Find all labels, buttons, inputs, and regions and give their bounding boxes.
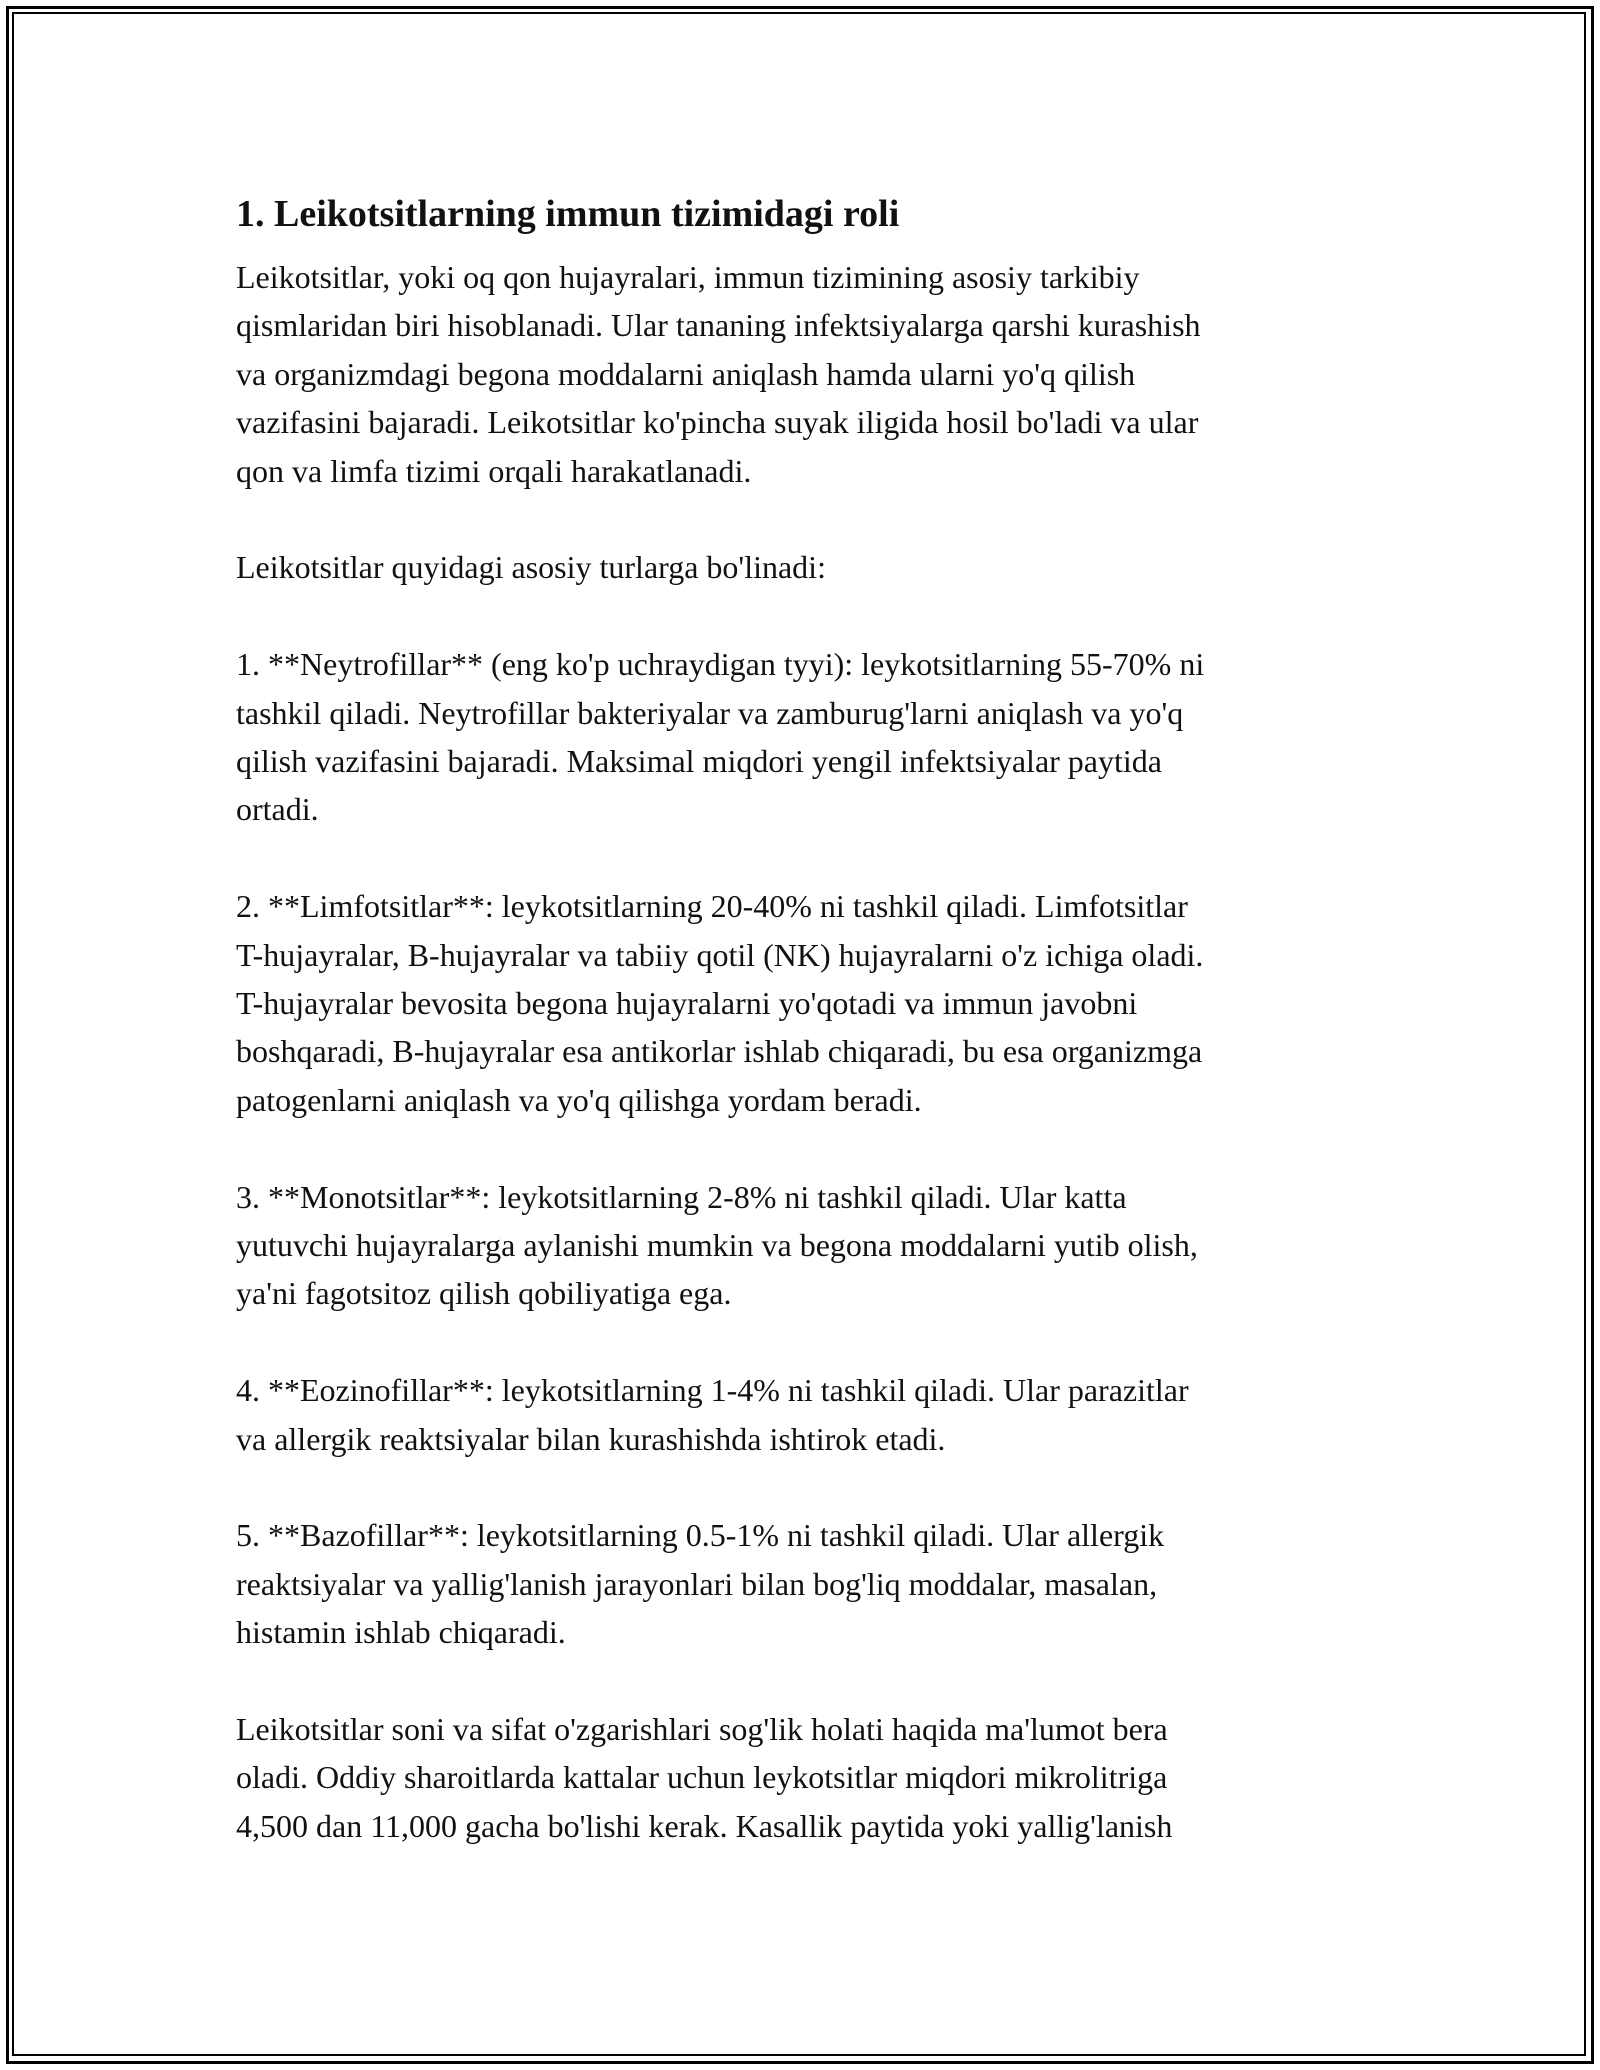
text-line: histamin ishlab chiqaradi. bbox=[236, 1614, 566, 1651]
text-line: va allergik reaktsiyalar bilan kurashishda ishtirok etadi. bbox=[236, 1420, 946, 1457]
text-line: 2. **Limfotsitlar**: leykotsitlarning 20-40% ni tashkil qiladi. Limfotsitlar bbox=[236, 888, 1188, 925]
text-line: 1. **Neytrofillar** (eng ko'p uchraydigan tyyi): leykotsitlarning 55-70% ni bbox=[236, 646, 1205, 683]
document-body bbox=[236, 185, 1366, 1850]
text-line: Leikotsitlar quyidagi asosiy turlarga bo'linadi: bbox=[236, 549, 826, 586]
text-line: qismlaridan biri hisoblanadi. Ular tananing infektsiyalarga qarshi kurashish bbox=[236, 307, 1201, 344]
text-line: 3. **Monotsitlar**: leykotsitlarning 2-8% ni tashkil qiladi. Ular katta bbox=[236, 1178, 1127, 1215]
paragraph-types-heading bbox=[236, 543, 1366, 591]
text-line: oladi. Oddiy sharoitlarda kattalar uchun leykotsitlar miqdori mikrolitriga bbox=[236, 1759, 1168, 1796]
text-line: boshqaradi, B-hujayralar esa antikorlar ishlab chiqaradi, bu esa organizmga bbox=[236, 1033, 1203, 1070]
text-line: T-hujayralar bevosita begona hujayralarni yo'qotadi va immun javobni bbox=[236, 985, 1138, 1022]
list-item-neutrophils bbox=[236, 640, 1366, 834]
text-line: Leikotsitlar soni va sifat o'zgarishlari sog'lik holati haqida ma'lumot bera bbox=[236, 1711, 1168, 1748]
text-line: tashkil qiladi. Neytrofillar bakteriyalar va zamburug'larni aniqlash va yo'q bbox=[236, 694, 1184, 731]
list-item-basophils bbox=[236, 1511, 1366, 1656]
text-line: 4. **Eozinofillar**: leykotsitlarning 1-4% ni tashkil qiladi. Ular parazitlar bbox=[236, 1372, 1189, 1409]
text-line: ya'ni fagotsitoz qilish qobiliyatiga ega. bbox=[236, 1275, 732, 1312]
paragraph-intro bbox=[236, 253, 1366, 495]
text-line: qon va limfa tizimi orqali harakatlanadi. bbox=[236, 452, 752, 489]
list-item-lymphocytes bbox=[236, 882, 1366, 1124]
section-title: 1. Leikotsitlarning immun tizimidagi roli bbox=[236, 193, 900, 235]
text-line: patogenlarni aniqlash va yo'q qilishga yordam beradi. bbox=[236, 1081, 922, 1118]
text-line: va organizmdagi begona moddalarni aniqlash hamda ularni yo'q qilish bbox=[236, 355, 1136, 392]
list-item-monocytes bbox=[236, 1173, 1366, 1318]
text-line: Leikotsitlar, yoki oq qon hujayralari, immun tizimining asosiy tarkibiy bbox=[236, 259, 1140, 295]
text-line: reaktsiyalar va yallig'lanish jarayonlari bilan bog'liq moddalar, masalan, bbox=[236, 1565, 1158, 1602]
text-line: T-hujayralar, B-hujayralar va tabiiy qotil (NK) hujayralarni o'z ichiga oladi. bbox=[236, 936, 1204, 973]
paragraph-counts bbox=[236, 1705, 1366, 1850]
text-line: yutuvchi hujayralarga aylanishi mumkin va begona moddalarni yutib olish, bbox=[236, 1227, 1198, 1264]
text-line: qilish vazifasini bajaradi. Maksimal miqdori yengil infektsiyalar paytida bbox=[236, 743, 1162, 780]
list-item-eosinophils bbox=[236, 1366, 1366, 1463]
text-line: vazifasini bajaradi. Leikotsitlar ko'pincha suyak iligida hosil bo'ladi va ular bbox=[236, 404, 1199, 441]
text-line: 5. **Bazofillar**: leykotsitlarning 0.5-1% ni tashkil qiladi. Ular allergik bbox=[236, 1517, 1165, 1554]
text-line: 4,500 dan 11,000 gacha bo'lishi kerak. Kasallik paytida yoki yallig'lanish bbox=[236, 1807, 1173, 1844]
text-line: ortadi. bbox=[236, 791, 319, 828]
